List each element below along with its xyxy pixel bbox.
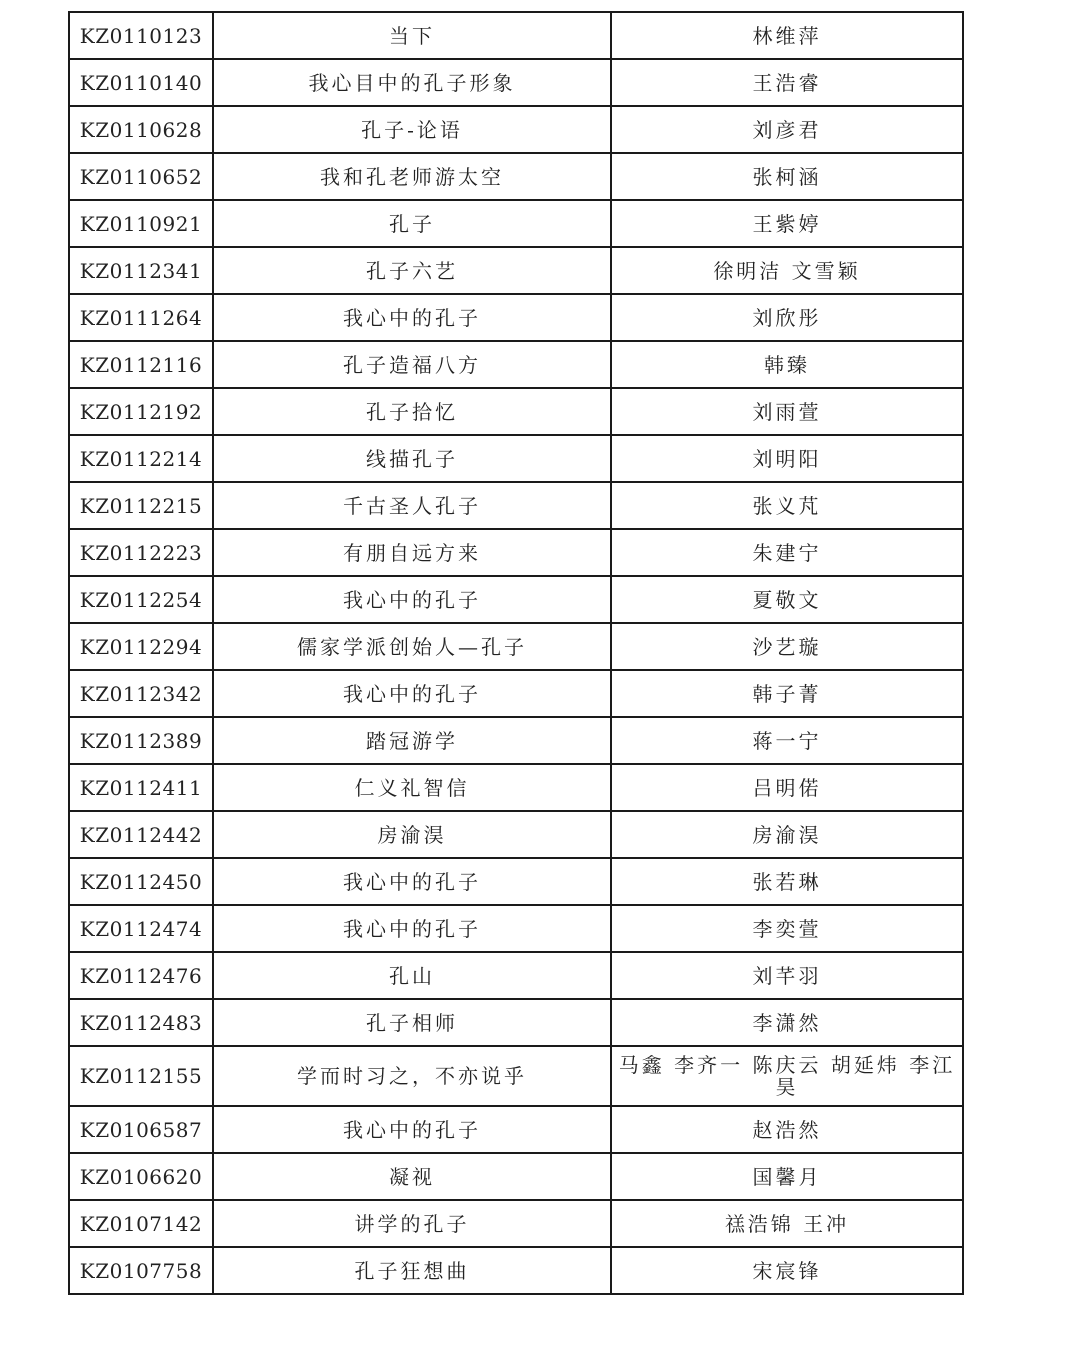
table-row <box>69 153 963 200</box>
table-row <box>69 999 963 1046</box>
entry-code-cell: KZ0112155 <box>69 1046 213 1106</box>
roster-table-body <box>69 12 963 1294</box>
work-title-cell: 孔子相师 <box>213 999 611 1046</box>
table-row <box>69 200 963 247</box>
entry-code-cell: KZ0112294 <box>69 623 213 670</box>
table-row <box>69 1153 963 1200</box>
author-name-cell: 国馨月 <box>611 1153 963 1200</box>
table-row <box>69 435 963 482</box>
table-row <box>69 247 963 294</box>
author-name-cell: 王浩睿 <box>611 59 963 106</box>
author-name-cell: 夏敬文 <box>611 576 963 623</box>
author-name-cell: 吕明偌 <box>611 764 963 811</box>
work-title-cell: 孔子-论语 <box>213 106 611 153</box>
work-title-cell: 仁义礼智信 <box>213 764 611 811</box>
author-name-cell: 刘芊羽 <box>611 952 963 999</box>
table-row <box>69 59 963 106</box>
author-name-cell: 蒋一宁 <box>611 717 963 764</box>
table-row <box>69 341 963 388</box>
author-name-cell: 禚浩锦 王冲 <box>611 1200 963 1247</box>
entry-code-cell: KZ0112214 <box>69 435 213 482</box>
author-name-cell: 张若琳 <box>611 858 963 905</box>
roster-sheet <box>68 11 962 1295</box>
entry-code-cell: KZ0112116 <box>69 341 213 388</box>
work-title-cell: 讲学的孔子 <box>213 1200 611 1247</box>
author-name-cell: 刘欣彤 <box>611 294 963 341</box>
author-name-cell: 徐明洁 文雪颖 <box>611 247 963 294</box>
work-title-cell: 我心中的孔子 <box>213 858 611 905</box>
entry-code-cell: KZ0110140 <box>69 59 213 106</box>
work-title-cell: 我心中的孔子 <box>213 1106 611 1153</box>
work-title-cell: 我心目中的孔子形象 <box>213 59 611 106</box>
author-name-cell: 赵浩然 <box>611 1106 963 1153</box>
table-row <box>69 576 963 623</box>
table-row <box>69 106 963 153</box>
author-name-cell: 宋宸锋 <box>611 1247 963 1294</box>
author-name-cell: 刘明阳 <box>611 435 963 482</box>
work-title-cell: 我心中的孔子 <box>213 576 611 623</box>
author-name-cell: 刘彦君 <box>611 106 963 153</box>
table-row <box>69 1200 963 1247</box>
entry-code-cell: KZ0112192 <box>69 388 213 435</box>
work-title-cell: 儒家学派创始人—孔子 <box>213 623 611 670</box>
author-name-cell: 韩子菁 <box>611 670 963 717</box>
work-title-cell: 我和孔老师游太空 <box>213 153 611 200</box>
table-row <box>69 1247 963 1294</box>
table-row <box>69 717 963 764</box>
work-title-cell: 千古圣人孔子 <box>213 482 611 529</box>
author-name-cell: 韩臻 <box>611 341 963 388</box>
work-title-cell: 孔子六艺 <box>213 247 611 294</box>
author-name-cell: 房渝淏 <box>611 811 963 858</box>
work-title-cell: 房渝淏 <box>213 811 611 858</box>
author-name-cell: 李潇然 <box>611 999 963 1046</box>
table-row <box>69 482 963 529</box>
entry-code-cell: KZ0111264 <box>69 294 213 341</box>
author-name-cell: 张柯涵 <box>611 153 963 200</box>
table-row <box>69 905 963 952</box>
entry-code-cell: KZ0107142 <box>69 1200 213 1247</box>
entry-code-cell: KZ0112341 <box>69 247 213 294</box>
table-row <box>69 294 963 341</box>
entry-code-cell: KZ0106620 <box>69 1153 213 1200</box>
table-row <box>69 388 963 435</box>
entry-code-cell: KZ0110628 <box>69 106 213 153</box>
table-row <box>69 811 963 858</box>
entry-code-cell: KZ0107758 <box>69 1247 213 1294</box>
entry-code-cell: KZ0112474 <box>69 905 213 952</box>
author-name-cell: 马鑫 李齐一 陈庆云 胡延炜 李江昊 <box>611 1046 963 1106</box>
entry-code-cell: KZ0110652 <box>69 153 213 200</box>
work-title-cell: 有朋自远方来 <box>213 529 611 576</box>
entry-code-cell: KZ0112483 <box>69 999 213 1046</box>
entry-code-cell: KZ0112215 <box>69 482 213 529</box>
entry-code-cell: KZ0112342 <box>69 670 213 717</box>
work-title-cell: 孔子造福八方 <box>213 341 611 388</box>
table-row <box>69 670 963 717</box>
work-title-cell: 孔山 <box>213 952 611 999</box>
work-title-cell: 线描孔子 <box>213 435 611 482</box>
author-name-cell: 沙艺璇 <box>611 623 963 670</box>
table-row <box>69 1046 963 1106</box>
table-row <box>69 623 963 670</box>
work-title-cell: 当下 <box>213 12 611 59</box>
entry-code-cell: KZ0106587 <box>69 1106 213 1153</box>
entry-code-cell: KZ0112254 <box>69 576 213 623</box>
author-name-cell: 张义芃 <box>611 482 963 529</box>
author-name-cell: 李奕萱 <box>611 905 963 952</box>
entry-code-cell: KZ0110921 <box>69 200 213 247</box>
author-name-cell: 林维萍 <box>611 12 963 59</box>
work-title-cell: 我心中的孔子 <box>213 905 611 952</box>
work-title-cell: 孔子拾忆 <box>213 388 611 435</box>
table-row <box>69 858 963 905</box>
table-row <box>69 952 963 999</box>
work-title-cell: 我心中的孔子 <box>213 670 611 717</box>
roster-table <box>68 11 964 1295</box>
table-row <box>69 529 963 576</box>
table-row <box>69 12 963 59</box>
author-name-cell: 王紫婷 <box>611 200 963 247</box>
table-row <box>69 1106 963 1153</box>
work-title-cell: 凝视 <box>213 1153 611 1200</box>
table-row <box>69 764 963 811</box>
entry-code-cell: KZ0110123 <box>69 12 213 59</box>
entry-code-cell: KZ0112411 <box>69 764 213 811</box>
entry-code-cell: KZ0112389 <box>69 717 213 764</box>
work-title-cell: 孔子狂想曲 <box>213 1247 611 1294</box>
work-title-cell: 我心中的孔子 <box>213 294 611 341</box>
author-name-cell: 刘雨萱 <box>611 388 963 435</box>
author-name-cell: 朱建宁 <box>611 529 963 576</box>
entry-code-cell: KZ0112450 <box>69 858 213 905</box>
entry-code-cell: KZ0112476 <box>69 952 213 999</box>
work-title-cell: 学而时习之，不亦说乎 <box>213 1046 611 1106</box>
work-title-cell: 孔子 <box>213 200 611 247</box>
entry-code-cell: KZ0112442 <box>69 811 213 858</box>
entry-code-cell: KZ0112223 <box>69 529 213 576</box>
work-title-cell: 踏冠游学 <box>213 717 611 764</box>
